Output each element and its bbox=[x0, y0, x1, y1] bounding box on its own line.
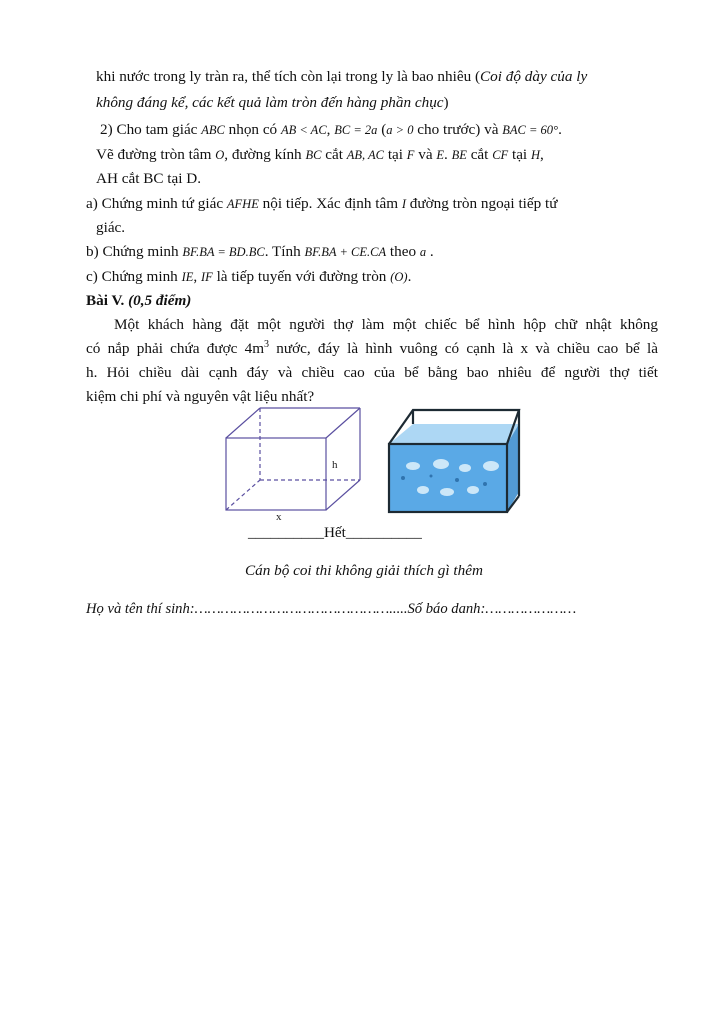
part1-note-cont: không đáng kể, các kết quả làm tròn đến hàng phần chục bbox=[96, 94, 444, 111]
question-c bbox=[86, 268, 411, 286]
question-a-line2 bbox=[96, 219, 125, 237]
math-bc-2a: BC = 2a bbox=[334, 123, 378, 137]
text: . bbox=[407, 268, 412, 285]
text: 2) Cho tam giác bbox=[100, 121, 198, 138]
math-cf: CF bbox=[492, 148, 509, 162]
text: cắt bbox=[470, 146, 489, 163]
math-i: I bbox=[401, 197, 406, 211]
text: Vẽ đường tròn tâm bbox=[96, 146, 212, 163]
text: b) Chứng minh bbox=[86, 243, 179, 260]
superscript: 3 bbox=[264, 339, 270, 350]
problem-line2 bbox=[86, 340, 658, 358]
math-abc: ABC bbox=[201, 123, 225, 137]
text: tại bbox=[511, 146, 528, 163]
math-be: BE bbox=[451, 148, 467, 162]
math-ab-ac: AB, AC bbox=[346, 148, 385, 162]
math-bc: BC bbox=[305, 148, 322, 162]
part2-line2 bbox=[96, 146, 544, 164]
text: đường tròn ngoại tiếp tứ bbox=[409, 195, 558, 212]
text: AH cắt BC tại D. bbox=[96, 170, 202, 187]
water bbox=[389, 444, 507, 512]
math-h: H bbox=[530, 148, 540, 162]
heading-points: (0,5 điểm) bbox=[128, 292, 192, 309]
box-front-face bbox=[226, 438, 326, 510]
math-a-gt-0: a > 0 bbox=[386, 123, 414, 137]
math-bfba-bdbc: BF.BA = BD.BC bbox=[182, 245, 265, 259]
candidate-line bbox=[86, 600, 576, 618]
part1-note: Coi độ dày của ly bbox=[480, 68, 588, 85]
text: , bbox=[539, 146, 544, 163]
part1-text: khi nước trong ly tràn ra, thể tích còn lại trong ly là bao nhiêu ( bbox=[96, 68, 481, 85]
part1-line1 bbox=[96, 68, 587, 86]
math-o-circle: (O) bbox=[390, 270, 408, 284]
text: nhọn có bbox=[228, 121, 278, 138]
problem-line1 bbox=[114, 316, 658, 334]
text: . bbox=[429, 243, 434, 260]
text: __________Hết__________ bbox=[248, 524, 422, 541]
part1-close: ) bbox=[443, 94, 449, 111]
aquarium-image bbox=[383, 406, 523, 522]
text: . bbox=[444, 146, 448, 163]
text: tại bbox=[387, 146, 403, 163]
section-heading bbox=[86, 292, 191, 310]
text: cho trước) và bbox=[417, 121, 499, 138]
problem-line3 bbox=[86, 364, 658, 382]
math-bac-60: BAC = 60° bbox=[502, 123, 559, 137]
math-f: F bbox=[406, 148, 415, 162]
text: cắt bbox=[325, 146, 343, 163]
math-sum: BF.BA + CE.CA bbox=[304, 245, 387, 259]
text: . bbox=[558, 121, 562, 138]
proctor-note bbox=[245, 562, 483, 580]
text: , bbox=[193, 268, 198, 285]
text: Một khách hàng đặt một người thợ làm một chiếc bể hình hộp chữ nhật không bbox=[114, 316, 658, 333]
math-ie: IE bbox=[181, 270, 194, 284]
text: h. Hỏi chiều dài cạnh đáy và chiều cao của bể bằng bao nhiêu để người thợ tiết bbox=[86, 364, 658, 381]
math-e: E bbox=[436, 148, 445, 162]
label-x: x bbox=[276, 511, 282, 520]
text: giác. bbox=[96, 219, 126, 236]
text: , bbox=[326, 121, 331, 138]
text: Họ và tên thí sinh:……………………………………….....Số báo danh:………………… bbox=[86, 601, 577, 617]
text: kiệm chi phí và nguyên vật liệu nhất? bbox=[86, 388, 315, 405]
text: có nắp phải chứa được 4m bbox=[86, 340, 265, 357]
question-b bbox=[86, 243, 434, 261]
text: nước, đáy là hình vuông có cạnh là x và chiều cao bể là bbox=[269, 340, 659, 357]
math-if: IF bbox=[200, 270, 213, 284]
end-mark bbox=[248, 524, 422, 542]
text: , đường kính bbox=[224, 146, 302, 163]
box-diagram bbox=[222, 402, 366, 520]
text: ( bbox=[381, 121, 387, 138]
text: a) Chứng minh tứ giác bbox=[86, 195, 224, 212]
part1-line2 bbox=[96, 94, 449, 112]
text: c) Chứng minh bbox=[86, 268, 178, 285]
math-o: O bbox=[215, 148, 225, 162]
text: . Tính bbox=[264, 243, 301, 260]
text: Cán bộ coi thi không giải thích gì thêm bbox=[245, 562, 483, 579]
text: là tiếp tuyến với đường tròn bbox=[216, 268, 387, 285]
part2-line3 bbox=[96, 170, 201, 188]
text: và bbox=[418, 146, 433, 163]
label-h: h bbox=[332, 459, 338, 471]
math-afhe: AFHE bbox=[226, 197, 259, 211]
math-ab-lt-ac: AB < AC bbox=[280, 123, 327, 137]
text: nội tiếp. Xác định tâm bbox=[262, 195, 399, 212]
text: theo bbox=[389, 243, 417, 260]
math-a: a bbox=[419, 245, 427, 259]
part2-line1 bbox=[100, 121, 562, 139]
heading-label: Bài V. bbox=[86, 292, 125, 309]
question-a-line1 bbox=[86, 195, 557, 213]
